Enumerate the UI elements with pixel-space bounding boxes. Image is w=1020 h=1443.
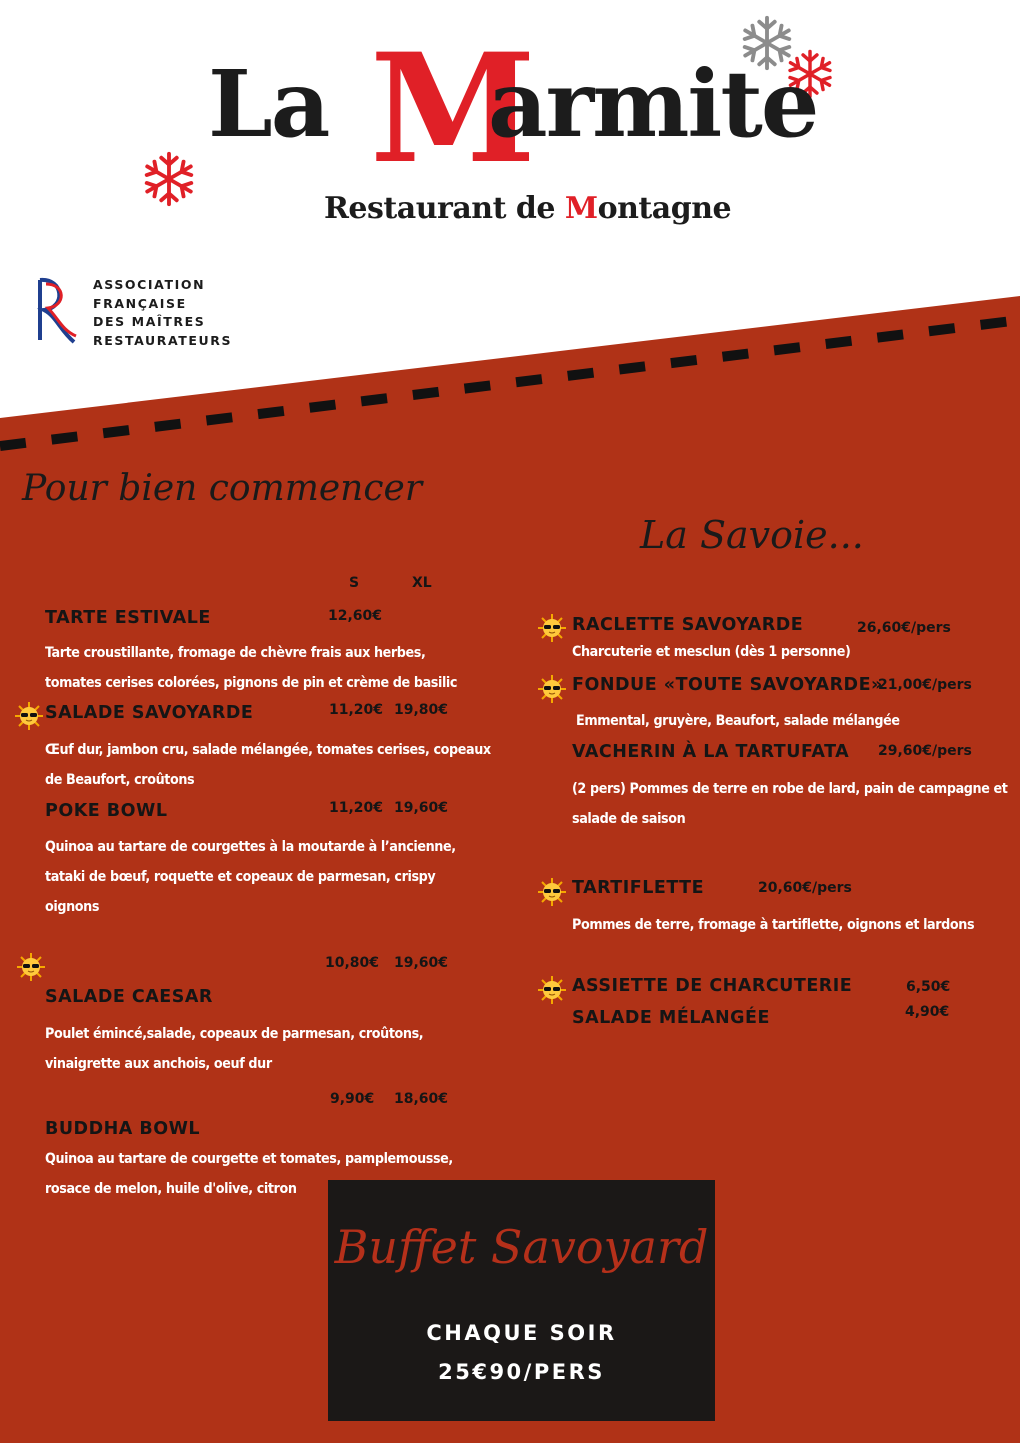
- right-heading: La Savoie...: [640, 513, 864, 557]
- menu-item-description: Poulet émincé,salade, copeaux de parmesan, croûtons, vinaigrette aux anchois, oeuf dur: [45, 1026, 424, 1072]
- price-s: 9,90€: [330, 1091, 375, 1107]
- price: 21,00€/pers: [878, 677, 972, 693]
- price: 4,90€: [905, 1004, 950, 1020]
- price-xl: 19,60€: [394, 800, 449, 816]
- menu-item-title: BUDDHA BOWL: [45, 1119, 201, 1139]
- sunglasses-sun-icon: [537, 674, 567, 704]
- sunglasses-sun-icon: [537, 613, 567, 643]
- price-xl: 19,80€: [394, 702, 449, 718]
- sunglasses-sun-icon: [537, 877, 567, 907]
- price-s: 12,60€: [328, 608, 383, 624]
- menu-item-title: ASSIETTE DE CHARCUTERIE: [572, 976, 853, 996]
- menu-item-description: Tarte croustillante, fromage de chèvre frais aux herbes, tomates cerises colorées, pignons de pin et crème de basilic: [45, 645, 458, 691]
- size-xl-header: XL: [412, 575, 432, 591]
- menu-item-description: Charcuterie et mesclun (dès 1 personne): [572, 644, 851, 660]
- buffet-price: 25€90/PERS: [438, 1360, 605, 1384]
- price-s: 11,20€: [329, 702, 384, 718]
- menu-item-title: POKE BOWL: [45, 801, 168, 821]
- menu-item-title: TARTIFLETTE: [572, 878, 705, 898]
- price-xl: 18,60€: [394, 1091, 449, 1107]
- size-s-header: S: [349, 575, 360, 591]
- menu-item-title: SALADE MÉLANGÉE: [572, 1008, 770, 1028]
- price: 26,60€/pers: [857, 620, 951, 636]
- price-xl: 19,60€: [394, 955, 449, 971]
- sunglasses-sun-icon: [14, 701, 44, 731]
- menu-item-description: Œuf dur, jambon cru, salade mélangée, tomates cerises, copeaux de Beaufort, croûtons: [45, 742, 491, 788]
- menu-item-description: Quinoa au tartare de courgettes à la moutarde à l’ancienne, tataki de bœuf, roquette et copeaux de parmesan, crispy oignons: [45, 839, 456, 915]
- buffet-title: Buffet Savoyard: [334, 1220, 709, 1274]
- menu-item-title: RACLETTE SAVOYARDE: [572, 615, 804, 635]
- menu-item-description: (2 pers) Pommes de terre en robe de lard, pain de campagne et salade de saison: [572, 781, 1008, 827]
- tagline: Restaurant de Montagne: [324, 191, 732, 226]
- menu-item-title: FONDUE «TOUTE SAVOYARDE»: [572, 675, 883, 695]
- price-s: 10,80€: [325, 955, 380, 971]
- menu-item-title: VACHERIN À LA TARTUFATA: [572, 742, 850, 762]
- association-text: ASSOCIATION FRANÇAISE DES MAÎTRES RESTAURATEURS: [93, 277, 233, 348]
- price: 6,50€: [906, 979, 951, 995]
- sunglasses-sun-icon: [16, 952, 46, 982]
- menu-item-title: SALADE SAVOYARDE: [45, 703, 254, 723]
- price: 20,60€/pers: [758, 880, 852, 896]
- menu-item-description: Emmental, gruyère, Beaufort, salade mélangée: [576, 713, 900, 729]
- menu-item-description: Pommes de terre, fromage à tartiflette, oignons et lardons: [572, 917, 975, 933]
- maitres-restaurateurs-logo-icon: [34, 276, 78, 346]
- price-s: 11,20€: [329, 800, 384, 816]
- menu-item-title: TARTE ESTIVALE: [45, 608, 211, 628]
- snowflake-icon: [140, 148, 198, 210]
- menu-item-description: Quinoa au tartare de courgette et tomates, pamplemousse, rosace de melon, huile d'olive, citron: [45, 1151, 453, 1197]
- buffet-banner: [328, 1180, 715, 1421]
- logo-armite: armite: [488, 50, 818, 158]
- price: 29,60€/pers: [878, 743, 972, 759]
- logo-m: M: [370, 21, 537, 197]
- menu-item-title: SALADE CAESAR: [45, 987, 213, 1007]
- buffet-schedule: CHAQUE SOIR: [426, 1321, 617, 1345]
- sunglasses-sun-icon: [537, 975, 567, 1005]
- left-heading: Pour bien commencer: [22, 468, 423, 509]
- logo-la: La: [208, 50, 329, 158]
